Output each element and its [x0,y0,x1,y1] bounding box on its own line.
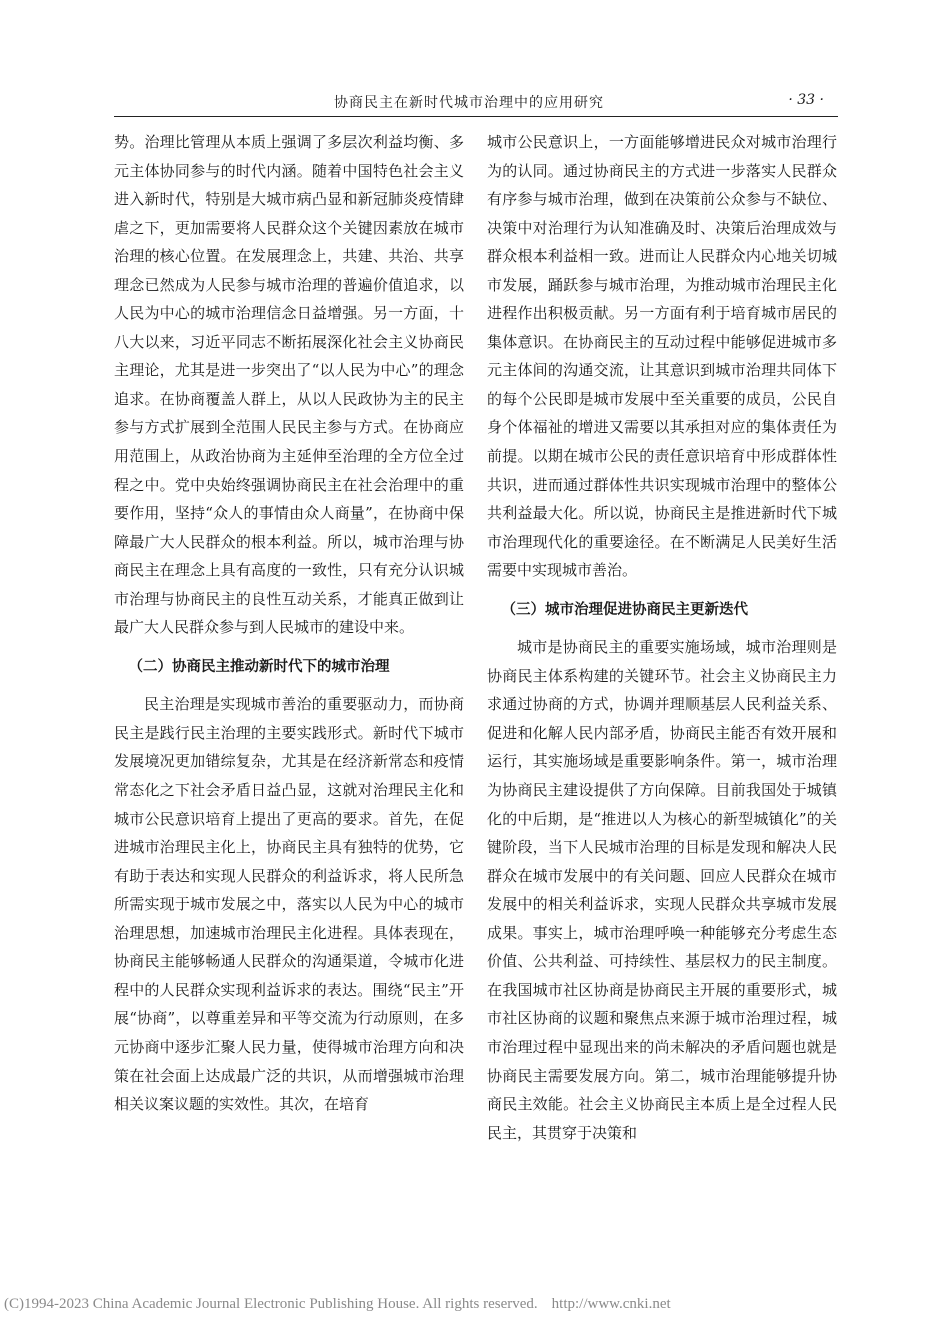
paragraph: 城市公民意识上，一方面能够增进民众对城市治理行为的认同。通过协商民主的方式进一步落实人民群众有序参与城市治理，做到在决策前公众参与不缺位、决策中对治理行为认知准确及时、决策后治理成效与群众根本利益相一致。进而让人民群众内心地关切城市发展，踊跃参与城市治理，为推动城市治理民主化进程作出积极贡献。另一方面有利于培育城市居民的集体意识。在协商民主的互动过程中能够促进城市多元主体间的沟通交流，让其意识到城市治理共同体下的每个公民即是城市发展中至关重要的成员，公民自身个体福祉的增进又需要以其承担对应的集体责任为前提。以期在城市公民的责任意识培育中形成群体性共识，进而通过群体性共识实现城市治理中的整体公共利益最大化。所以说，协商民主是推进新时代下城市治理现代化的重要途径。在不断满足人民美好生活需要中实现城市善治。 [487,133,837,580]
copyright-text: (C)1994-2023 China Academic Journal Electronic Publishing House. All rights reserved. [4,1296,538,1312]
paragraph: 民主治理是实现城市善治的重要驱动力，而协商民主是践行民主治理的主要实践形式。新时代下城市发展境况更加错综复杂，尤其是在经济新常态和疫情常态化之下社会矛盾日益凸显，这就对治理民主化和城市公民意识培育上提出了更高的要求。首先，在促进城市治理民主化上，协商民主具有独特的优势，它有助于表达和实现人民群众的利益诉求，将人民所急所需实现于城市发展之中，落实以人民为中心的城市治理思想，加速城市治理民主化进程。具体表现在，协商民主能够畅通人民群众的沟通渠道，令城市化进程中的人民群众实现利益诉求的表达。围绕“民主”开展“协商”，以尊重差异和平等交流为行动原则，在多元协商中逐步汇聚人民力量，使得城市治理方向和决策在社会面上达成最广泛的共识，从而增强城市治理相关议案议题的实效性。其次，在培育 [114,695,464,1114]
paragraph: 势。治理比管理从本质上强调了多层次利益均衡、多元主体协同参与的时代内涵。随着中国特色社会主义进入新时代，特别是大城市病凸显和新冠肺炎疫情肆虐之下，更加需要将人民群众这个关键因素放在城市治理的核心位置。在发展理念上，共建、共治、共享理念已然成为人民参与城市治理的普遍价值追求，以人民为中心的城市治理信念日益增强。另一方面，十八大以来，习近平同志不断拓展深化社会主义协商民主理论，尤其是进一步突出了“以人民为中心”的理念追求。在协商覆盖人群上，从以人民政协为主的民主参与方式扩展到全范围人民民主参与方式。在协商应用范围上，从政治协商为主延伸至治理的全方位全过程之中。党中央始终强调协商民主在社会治理中的重要作用，坚持“众人的事情由众人商量”，在协商中保障最广大人民群众的根本利益。所以，城市治理与协商民主在理念上具有高度的一致性，只有充分认识城市治理与协商民主的良性互动关系，才能真正做到让最广大人民群众参与到人民城市的建设中来。 [114,133,464,637]
right-column [487,128,837,1147]
left-column [114,128,464,1119]
copyright-footer [4,1296,671,1313]
section-heading: （三）城市治理促进协商民主更新迭代 [501,601,748,618]
running-header [114,86,838,117]
paragraph: 城市是协商民主的重要实施场域，城市治理则是协商民主体系构建的关键环节。社会主义协商民主力求通过协商的方式，协调并理顺基层人民利益关系、促进和化解人民内部矛盾，协商民主能否有效开展和运行，其实施场域是重要影响条件。第一，城市治理为协商民主建设提供了方向保障。目前我国处于城镇化的中后期，是“推进以人为核心的新型城镇化”的关键阶段，当下人民城市治理的目标是发现和解决人民群众在城市发展中的有关问题、回应人民群众在城市发展中的相关利益诉求，实现人民群众共享城市发展成果。事实上，城市治理呼唤一种能够充分考虑生态价值、公共利益、可持续性、基层权力的民主制度。在我国城市社区协商是协商民主开展的重要形式，城市社区协商的议题和聚焦点来源于城市治理过程，城市治理过程中显现出来的尚未解决的矛盾问题也就是协商民主需要发展方向。第二，城市治理能够提升协商民主效能。社会主义协商民主本质上是全过程人民民主，其贯穿于决策和 [487,638,837,1142]
running-title: 协商民主在新时代城市治理中的应用研究 [334,95,604,111]
footer-url[interactable]: http://www.cnki.net [551,1296,671,1312]
page-number: · 33 · [788,92,824,108]
section-heading: （二）协商民主推动新时代下的城市治理 [128,658,390,675]
